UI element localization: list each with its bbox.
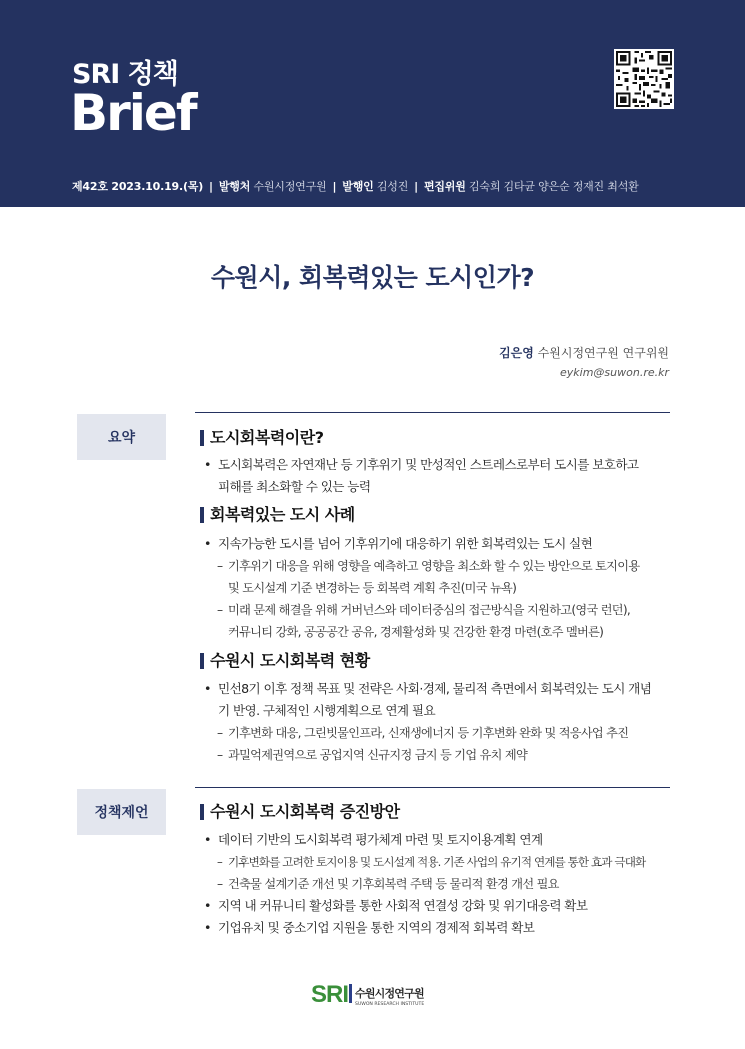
heading-marker-icon <box>200 507 204 523</box>
list-subitem: – 미래 문제 해결을 위해 거버넌스와 데이터중심의 접근방식을 지원하고(영국 런던), 커뮤니티 강화, 공공공간 공유, 경제활성화 및 건강한 환경 마련(호주 멜버른) <box>200 599 680 643</box>
brand-subtitle: Brief <box>70 84 196 142</box>
list-item: • 지역 내 커뮤니티 활성화를 통한 사회적 연결성 강화 및 위기대응력 확보 <box>200 895 680 917</box>
issue-info: 제42호 2023.10.19.(목) | 발행처 수원시정연구원 | 발행인 김성진 | 편집위원 김숙희 김타균 양은순 정재진 최석환 <box>72 180 639 193</box>
list-subitem: – 건축물 설계기준 개선 및 기후회복력 주택 등 물리적 환경 개선 필요 <box>200 873 680 895</box>
section-heading: 회복력있는 도시 사례 <box>200 503 680 527</box>
section-heading: 도시회복력이란? <box>200 426 680 450</box>
list-item: • 기업유치 및 중소기업 지원을 통한 지역의 경제적 회복력 확보 <box>200 917 680 939</box>
summary-section-3 <box>200 649 680 766</box>
policy-label: 정책제언 <box>77 789 166 835</box>
list-subitem: – 기후변화를 고려한 토지이용 및 도시설계 적용. 기존 사업의 유기적 연계를 통한 효과 극대화 <box>200 851 680 873</box>
author-affiliation: 수원시정연구원 연구위원 <box>537 346 669 360</box>
sri-logo-icon <box>311 980 441 1008</box>
section-heading: 수원시 도시회복력 현황 <box>200 649 680 673</box>
heading-marker-icon <box>200 653 204 669</box>
list-item: • 지속가능한 도시를 넘어 기후위기에 대응하기 위한 회복력있는 도시 실현 <box>200 533 680 555</box>
logo-name: 수원시정연구원 <box>355 987 424 1000</box>
list-item: • 민선8기 이후 정책 목표 및 전략은 사회·경제, 물리적 측면에서 회복력있는 도시 개념 기 반영. 구체적인 시행계획으로 연계 필요 <box>200 678 680 722</box>
summary-section-2 <box>200 503 680 643</box>
heading-marker-icon <box>200 430 204 446</box>
editors-label: 편집위원 <box>423 180 466 193</box>
list-item: • 도시회복력은 자연재난 등 기후위기 및 만성적인 스트레스로부터 도시를 보호하고 피해를 최소화할 수 있는 능력 <box>200 454 680 498</box>
author-line <box>499 344 669 361</box>
logo-mark: SRI <box>311 981 349 1008</box>
issuer: 김성진 <box>376 180 409 193</box>
brand-title: SRI 정책 <box>72 59 178 90</box>
summary-label: 요약 <box>77 414 166 460</box>
document-title: 수원시, 회복력있는 도시인가? <box>210 263 535 292</box>
list-subitem: – 기후위기 대응을 위해 영향을 예측하고 영향을 최소화 할 수 있는 방안으로 토지이용 및 도시설계 기준 변경하는 등 회복력 계획 추진(미국 뉴욕) <box>200 555 680 599</box>
list-item: • 데이터 기반의 도시회복력 평가체계 마련 및 토지이용계획 연계 <box>200 829 680 851</box>
logo-sub: SUWON RESEARCH INSTITUTE <box>355 1002 425 1007</box>
divider <box>195 412 670 413</box>
issuer-label: 발행인 <box>342 180 374 193</box>
divider <box>195 787 670 788</box>
summary-section-1 <box>200 426 680 498</box>
qr-code-icon[interactable] <box>614 49 674 109</box>
author-email[interactable]: eykim@suwon.re.kr <box>560 366 669 379</box>
editors: 김숙희 김타균 양은순 정재진 최석환 <box>468 180 639 193</box>
masthead <box>0 0 745 207</box>
list-subitem: – 기후변화 대응, 그린빗물인프라, 신재생에너지 등 기후변화 완화 및 적응사업 추진 <box>200 722 680 744</box>
author-name: 김은영 <box>499 346 534 360</box>
publisher-label: 발행처 <box>218 180 251 193</box>
heading-marker-icon <box>200 804 204 820</box>
publisher: 수원시정연구원 <box>253 180 327 193</box>
issue-number: 제42호 2023.10.19.(목) <box>72 180 204 193</box>
section-heading: 수원시 도시회복력 증진방안 <box>200 800 680 824</box>
policy-section <box>200 800 680 939</box>
list-subitem: – 과밀억제권역으로 공업지역 신규지정 금지 등 기업 유치 제약 <box>200 744 680 766</box>
